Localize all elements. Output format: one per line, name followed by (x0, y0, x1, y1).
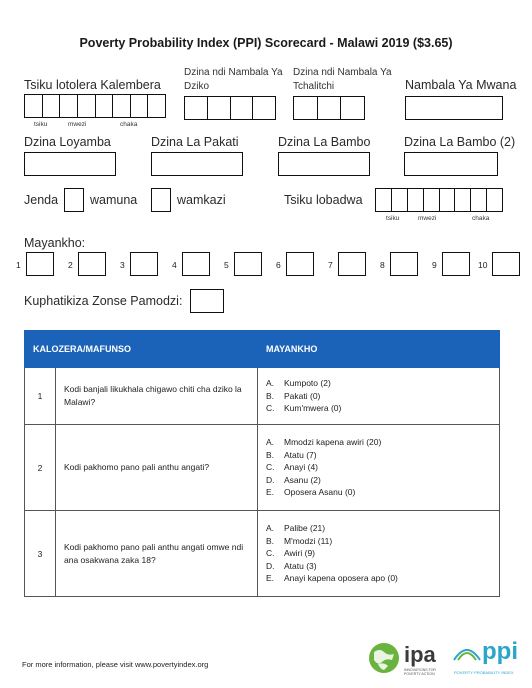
male-label: wamuna (90, 193, 138, 207)
question-text: Kodi pakhomo pano pali anthu angati omwe ndi ana osakwana zaka 18? (56, 511, 258, 597)
answer-number: 6 (276, 260, 281, 270)
last-name-2-label: Dzina La Bambo (2) (404, 135, 516, 149)
arc-icon (452, 644, 482, 662)
option-letter: B. (266, 390, 275, 401)
answer-options (258, 368, 500, 425)
answer-option[interactable] (266, 402, 491, 414)
location-label: Dzina ndi Nambala Ya Tchalitchi (293, 67, 392, 92)
answer-number: 4 (172, 260, 177, 270)
field-officer-field[interactable] (184, 96, 276, 120)
answer-number: 1 (16, 260, 21, 270)
page-title: Poverty Probability Index (PPI) Scorecard - Malawi 2019 ($3.65) (79, 36, 453, 50)
answer-number: 2 (68, 260, 73, 270)
member-number-label: Nambala Ya Mwana (405, 78, 517, 92)
answers-label: Mayankho: (24, 236, 86, 250)
option-letter: A. (266, 378, 275, 389)
answer-option[interactable] (266, 474, 491, 486)
option-text: M'modzi (11) (284, 535, 333, 546)
birth-month-sublabel: mwezi (418, 215, 437, 222)
date-month-sublabel: mwezi (68, 121, 87, 128)
interview-date-label: Tsiku lotolera Kalembera (24, 78, 161, 92)
table-row (25, 511, 500, 597)
last-name-2-field[interactable] (404, 152, 498, 176)
answer-number: 7 (328, 260, 333, 270)
female-label: wamkazi (177, 193, 226, 207)
answer-box-10[interactable] (492, 252, 520, 276)
answer-option[interactable] (266, 535, 491, 547)
question-text: Kodi pakhomo pano pali anthu angati? (56, 425, 258, 511)
answer-box-5[interactable] (234, 252, 262, 276)
answer-option[interactable] (266, 449, 491, 461)
option-text: Awiri (9) (284, 548, 316, 559)
question-number: 2 (25, 425, 56, 511)
male-checkbox[interactable] (64, 188, 84, 212)
date-day-sublabel: tsiku (34, 121, 48, 128)
answer-option[interactable] (266, 377, 491, 389)
member-number-field[interactable] (405, 96, 503, 120)
answer-option[interactable] (266, 547, 491, 559)
option-letter: B. (266, 449, 275, 460)
option-text: Anayi kapena oposera apo (0) (284, 573, 398, 584)
option-letter: E. (266, 573, 275, 584)
last-name-label: Dzina La Bambo (278, 135, 371, 149)
answer-number: 10 (478, 260, 488, 270)
option-text: Oposera Asanu (0) (284, 487, 356, 498)
table-row (25, 425, 500, 511)
option-text: Atatu (7) (284, 449, 317, 460)
option-letter: A. (266, 523, 275, 534)
answer-number: 9 (432, 260, 437, 270)
date-year-sublabel: chaka (120, 121, 138, 128)
answer-box-1[interactable] (26, 252, 54, 276)
answer-box-4[interactable] (182, 252, 210, 276)
footer-text: For more information, please visit www.povertyindex.org (22, 660, 209, 669)
answer-option[interactable] (266, 461, 491, 473)
ppi-logo-text: ppi (482, 638, 518, 665)
birth-year-sublabel: chaka (472, 215, 490, 222)
scorecard-table (24, 330, 500, 597)
option-text: Mmodzi kapena awiri (20) (284, 437, 382, 448)
ipa-logo (366, 638, 442, 682)
female-checkbox[interactable] (151, 188, 171, 212)
answer-option[interactable] (266, 522, 491, 534)
location-field[interactable] (293, 96, 365, 120)
total-label: Kuphatikiza Zonse Pamodzi: (24, 294, 183, 308)
answer-box-9[interactable] (442, 252, 470, 276)
option-letter: C. (266, 403, 275, 414)
option-letter: D. (266, 560, 275, 571)
field-officer-label: Dzina ndi Nambala Ya Dziko (184, 67, 283, 92)
ipa-logo-subtext: INNOVATIONS FOR POVERTY ACTION (404, 668, 436, 676)
answer-box-6[interactable] (286, 252, 314, 276)
option-text: Kum'mwera (0) (284, 403, 342, 414)
interview-date-field[interactable] (24, 94, 166, 118)
total-field[interactable] (190, 289, 224, 313)
option-letter: E. (266, 487, 275, 498)
answer-option[interactable] (266, 486, 491, 498)
answer-option[interactable] (266, 436, 491, 448)
answer-options (258, 425, 500, 511)
answers-row (16, 252, 526, 278)
option-text: Pakati (0) (284, 390, 321, 401)
option-text: Palibe (21) (284, 523, 326, 534)
gender-label: Jenda (24, 193, 59, 207)
answer-box-3[interactable] (130, 252, 158, 276)
table-row (25, 368, 500, 425)
option-letter: C. (266, 548, 275, 559)
middle-name-label: Dzina La Pakati (151, 135, 239, 149)
ipa-logo-text: ipa (404, 642, 436, 667)
answer-number: 5 (224, 260, 229, 270)
birth-date-field[interactable] (375, 188, 503, 212)
answer-box-2[interactable] (78, 252, 106, 276)
first-name-field[interactable] (24, 152, 116, 176)
answer-option[interactable] (266, 560, 491, 572)
option-text: Asanu (2) (284, 474, 321, 485)
answer-options (258, 511, 500, 597)
globe-icon (366, 640, 402, 676)
option-text: Atatu (3) (284, 560, 317, 571)
header-answers: MAYANKHO (258, 331, 500, 368)
question-text: Kodi banjali likukhala chigawo chiti cha dziko la Malawi? (56, 368, 258, 425)
last-name-field[interactable] (278, 152, 370, 176)
option-letter: C. (266, 462, 275, 473)
header-questions: KALOZERA/MAFUNSO (25, 331, 258, 368)
option-text: Anayi (4) (284, 462, 319, 473)
option-letter: D. (266, 474, 275, 485)
middle-name-field[interactable] (151, 152, 243, 176)
question-number: 3 (25, 511, 56, 597)
ppi-logo-subtext: POVERTY PROBABILITY INDEX (454, 670, 514, 675)
answer-box-8[interactable] (390, 252, 418, 276)
option-letter: A. (266, 437, 275, 448)
answer-number: 3 (120, 260, 125, 270)
option-letter: B. (266, 535, 275, 546)
question-number: 1 (25, 368, 56, 425)
birth-date-label: Tsiku lobadwa (284, 193, 363, 207)
ppi-logo (452, 640, 528, 682)
birth-day-sublabel: tsiku (386, 215, 400, 222)
answer-option[interactable] (266, 390, 491, 402)
first-name-label: Dzina Loyamba (24, 135, 111, 149)
option-text: Kumpoto (2) (284, 378, 331, 389)
answer-box-7[interactable] (338, 252, 366, 276)
answer-option[interactable] (266, 572, 491, 584)
answer-number: 8 (380, 260, 385, 270)
